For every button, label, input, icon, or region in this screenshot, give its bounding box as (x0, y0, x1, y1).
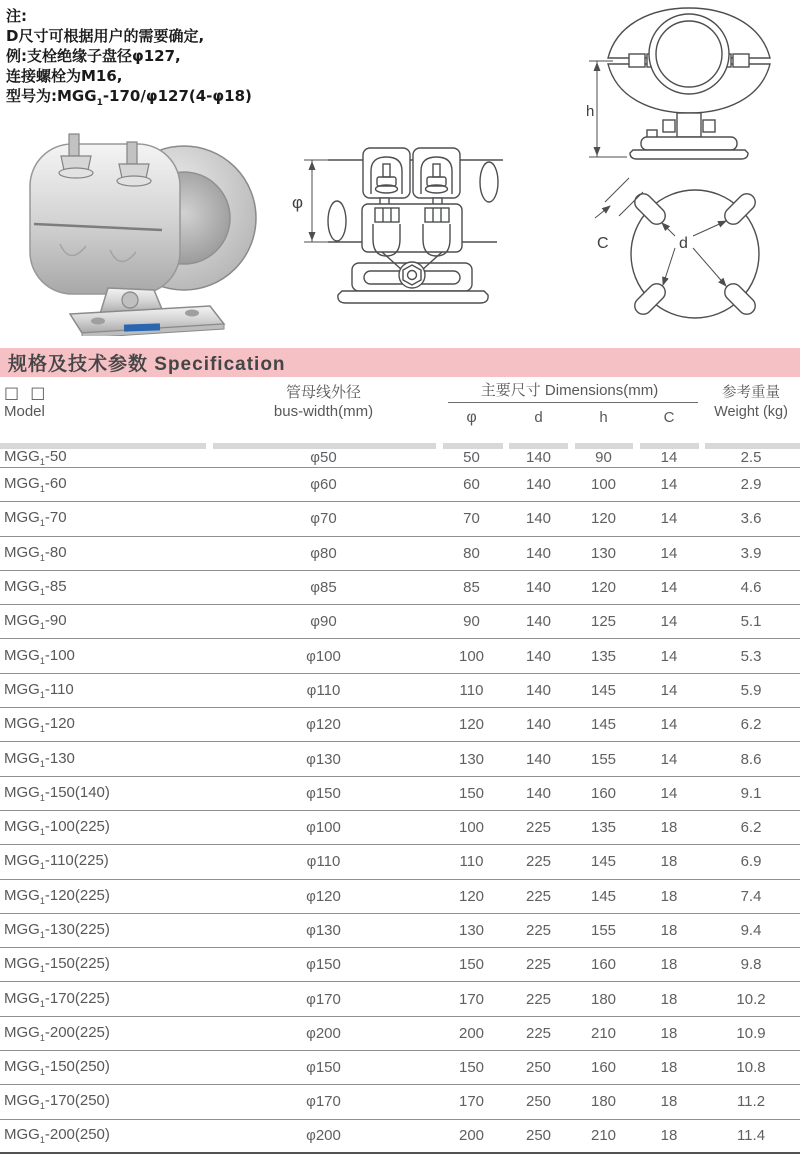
table-row (0, 1085, 800, 1119)
table-row (0, 571, 800, 605)
d-cell: 140 (525, 681, 552, 699)
section-title: 规格及技术参数 Specification (8, 354, 286, 375)
d-cell: 140 (525, 579, 552, 597)
c-cell: 14 (660, 579, 678, 597)
h-cell: 180 (590, 1093, 617, 1111)
c-cell: 18 (660, 922, 678, 939)
weight-cell: 9.1 (740, 784, 762, 802)
c-cell: 14 (660, 544, 678, 562)
weight-cell: 6.2 (740, 819, 762, 837)
model-cell: $MGG_1-60$ (4, 475, 67, 495)
bus-width-cell: φ150 (306, 956, 341, 974)
bus-width-cell: φ170 (306, 990, 341, 1008)
table-row (0, 447, 800, 468)
table-row (0, 708, 800, 742)
table-row (0, 948, 800, 982)
weight-cell: 6.9 (740, 853, 762, 871)
h-dim-label: h (586, 103, 595, 120)
h-cell: 160 (590, 1059, 617, 1077)
weight-cell: 11.4 (736, 1127, 766, 1145)
model-cell: $MGG_1-170(250)$ (4, 1092, 110, 1112)
weight-cell: 5.1 (740, 613, 762, 631)
table-row (0, 811, 800, 845)
phi-cell: 200 (458, 1127, 485, 1145)
phi-cell: 70 (463, 510, 480, 528)
h-cell: 135 (590, 819, 617, 837)
header-bus-zh: 管母线外径 (285, 383, 361, 401)
h-cell: 100 (590, 476, 617, 494)
h-cell: 210 (590, 1024, 617, 1042)
d-cell: 225 (525, 990, 552, 1008)
table-row (0, 982, 800, 1016)
model-cell: $MGG_1-90$ (4, 612, 67, 632)
bus-width-cell: φ130 (306, 750, 341, 768)
table-row (0, 914, 800, 948)
dimensions-underline (448, 402, 698, 403)
h-cell: 160 (590, 784, 617, 802)
model-cell: $MGG_1-170(225)$ (4, 989, 110, 1009)
bus-width-cell: φ110 (306, 681, 341, 699)
h-cell: 145 (590, 681, 617, 699)
table-row (0, 777, 800, 811)
header-model-en: Model (4, 403, 45, 420)
d-cell: 225 (525, 922, 552, 939)
weight-cell: 8.6 (740, 750, 762, 768)
weight-cell: 11.2 (736, 1093, 766, 1111)
col-phi: φ (466, 409, 477, 426)
c-cell: 18 (660, 1093, 678, 1111)
end-view-drawing (583, 2, 795, 165)
model-cell: $MGG_1-200(225)$ (4, 1023, 110, 1043)
table-row (0, 880, 800, 914)
clamp-base (70, 306, 224, 336)
weight-cell: 5.9 (740, 681, 762, 699)
h-cell: 180 (590, 990, 617, 1008)
weight-cell: 7.4 (740, 887, 762, 905)
bus-width-cell: φ150 (306, 784, 341, 802)
table-row (0, 845, 800, 879)
model-cell: $MGG_1-50$ (4, 447, 67, 467)
bus-width-cell: φ120 (306, 887, 341, 905)
table-row (0, 639, 800, 673)
model-cell: $MGG_1-120(225)$ (4, 886, 110, 906)
bus-width-cell: φ110 (306, 853, 341, 871)
d-cell: 225 (525, 887, 552, 905)
bus-width-cell: φ90 (310, 613, 337, 631)
h-cell: 155 (590, 750, 617, 768)
section-title-bar (0, 348, 800, 377)
phi-cell: 110 (459, 853, 484, 871)
header-dimensions: 主要尺寸 Dimensions(mm) (480, 382, 659, 399)
phi-cell: 90 (463, 613, 480, 631)
h-cell: 90 (595, 448, 612, 466)
note-line: 注: (6, 7, 27, 25)
c-cell: 18 (660, 853, 678, 871)
bus-width-cell: φ150 (306, 1059, 341, 1077)
phi-cell: 110 (459, 681, 484, 699)
header-weight-en: Weight (kg) (714, 404, 788, 420)
h-cell: 145 (590, 853, 617, 871)
d-cell: 140 (525, 510, 552, 528)
c-cell: 14 (660, 448, 678, 466)
bus-width-cell: φ120 (306, 716, 341, 734)
c-cell: 14 (660, 681, 678, 699)
model-cell: $MGG_1-150(140)$ (4, 783, 110, 803)
note-line: 型号为$:MGG_1-170/\varphi 127(4-\varphi 18)$ (6, 87, 252, 108)
phi-cell: 150 (458, 784, 485, 802)
c-cell: 14 (660, 647, 678, 665)
table-row (0, 468, 800, 502)
c-cell: 18 (660, 956, 678, 974)
d-cell: 225 (525, 853, 552, 871)
product-photo (12, 126, 260, 336)
model-cell: $MGG_1-130(225)$ (4, 921, 110, 940)
phi-cell: 150 (458, 1059, 485, 1077)
d-cell: 225 (525, 956, 552, 974)
phi-cell: 120 (458, 887, 485, 905)
bus-width-cell: φ60 (310, 476, 337, 494)
model-cell: $MGG_1-150(225)$ (4, 955, 110, 975)
d-cell: 225 (525, 1024, 552, 1042)
header-model-zh: □ □ (4, 383, 49, 402)
h-cell: 155 (590, 922, 617, 939)
weight-cell: 2.9 (740, 476, 762, 494)
table-row (0, 674, 800, 708)
note-line: 例:支栓绝缘子盘径φ127, (6, 47, 181, 65)
h-cell: 125 (590, 613, 617, 631)
d-cell: 140 (525, 784, 552, 802)
h-cell: 120 (590, 579, 617, 597)
bus-width-cell: φ170 (306, 1093, 341, 1111)
phi-cell: 170 (458, 1093, 485, 1111)
phi-cell: 130 (458, 750, 485, 768)
phi-cell: 60 (463, 476, 480, 494)
phi-cell: 100 (458, 647, 485, 665)
model-cell: $MGG_1-85$ (4, 578, 67, 598)
d-cell: 140 (525, 448, 552, 466)
spec-table-body (0, 447, 800, 1154)
c-cell: 18 (660, 1127, 678, 1145)
phi-cell: 50 (463, 448, 480, 466)
brand-label (124, 323, 160, 331)
bus-width-cell: φ50 (310, 448, 337, 466)
model-cell: $MGG_1-70$ (4, 509, 67, 529)
h-cell: 120 (590, 510, 617, 528)
col-c: C (663, 409, 675, 426)
c-dim-label: C (597, 235, 609, 252)
model-cell: $MGG_1-130$ (4, 749, 75, 769)
model-cell: $MGG_1-80$ (4, 543, 67, 563)
table-row (0, 742, 800, 776)
note-line: 连接螺栓为M16, (6, 67, 123, 85)
d-cell: 250 (525, 1093, 552, 1111)
weight-cell: 4.6 (740, 579, 762, 597)
phi-dim-label: φ (292, 193, 304, 212)
weight-cell: 2.5 (740, 448, 762, 466)
d-cell: 140 (525, 476, 552, 494)
weight-cell: 9.4 (740, 922, 762, 939)
header-model (4, 383, 48, 421)
d-cell: 140 (525, 750, 552, 768)
c-cell: 18 (660, 1059, 678, 1077)
table-row (0, 502, 800, 536)
c-cell: 18 (660, 887, 678, 905)
bus-width-cell: φ85 (310, 579, 337, 597)
d-cell: 250 (525, 1127, 552, 1145)
front-view-drawing (276, 144, 550, 312)
weight-cell: 10.2 (736, 990, 766, 1008)
d-cell: 225 (525, 819, 552, 837)
weight-cell: 6.2 (740, 716, 762, 734)
weight-cell: 3.9 (740, 544, 762, 562)
header-bus-width (210, 383, 437, 421)
table-row (0, 1017, 800, 1051)
c-cell: 14 (660, 716, 678, 734)
phi-cell: 85 (463, 579, 480, 597)
model-cell: $MGG_1-110$ (4, 680, 74, 700)
bus-width-cell: φ200 (306, 1024, 341, 1042)
c-cell: 18 (660, 1024, 678, 1042)
phi-cell: 150 (458, 956, 485, 974)
phi-cell: 170 (458, 990, 485, 1008)
c-cell: 18 (660, 990, 678, 1008)
table-row (0, 1051, 800, 1085)
bus-width-cell: φ80 (310, 544, 337, 562)
weight-cell: 10.8 (736, 1059, 766, 1077)
c-cell: 14 (660, 784, 678, 802)
model-cell: $MGG_1-110(225)$ (4, 852, 109, 872)
d-cell: 140 (525, 544, 552, 562)
bus-width-cell: φ200 (306, 1127, 341, 1145)
h-cell: 145 (590, 716, 617, 734)
phi-cell: 100 (458, 819, 485, 837)
dimension-subcolumns (437, 405, 702, 431)
bus-width-cell: φ100 (306, 819, 341, 837)
h-cell: 135 (590, 647, 617, 665)
bus-width-cell: φ70 (310, 510, 337, 528)
table-row (0, 605, 800, 639)
header-weight-zh: 参考重量 (722, 385, 780, 401)
col-h: h (599, 409, 608, 426)
c-cell: 14 (660, 613, 678, 631)
bus-width-cell: φ130 (306, 922, 341, 939)
weight-cell: 3.6 (740, 510, 762, 528)
phi-cell: 200 (458, 1024, 485, 1042)
weight-cell: 9.8 (740, 956, 762, 974)
c-cell: 18 (660, 819, 678, 837)
model-cell: $MGG_1-200(250)$ (4, 1126, 110, 1146)
d-cell: 140 (525, 613, 552, 631)
weight-cell: 5.3 (740, 647, 762, 665)
note-line: D尺寸可根据用户的需要确定, (6, 27, 205, 45)
bottom-view-drawing (583, 170, 795, 336)
table-row (0, 1120, 800, 1154)
phi-cell: 80 (463, 544, 480, 562)
d-dim-label: d (679, 235, 688, 252)
d-cell: 140 (525, 716, 552, 734)
d-cell: 140 (525, 647, 552, 665)
model-cell: $MGG_1-120$ (4, 715, 75, 735)
c-cell: 14 (660, 750, 678, 768)
phi-cell: 120 (458, 716, 485, 734)
model-cell: $MGG_1-100$ (4, 646, 75, 666)
d-cell: 250 (525, 1059, 552, 1077)
phi-cell: 130 (458, 922, 485, 939)
model-cell: $MGG_1-100(225)$ (4, 818, 110, 838)
h-cell: 130 (590, 544, 617, 562)
h-cell: 160 (590, 956, 617, 974)
c-cell: 14 (660, 476, 678, 494)
table-row (0, 537, 800, 571)
header-bus-en: bus-width(mm) (273, 403, 374, 420)
weight-cell: 10.9 (736, 1024, 766, 1042)
notes-block (6, 6, 252, 113)
bus-width-cell: φ100 (306, 647, 341, 665)
header-weight (702, 384, 800, 422)
col-d: d (534, 409, 543, 426)
h-cell: 210 (590, 1127, 617, 1145)
model-cell: $MGG_1-150(250)$ (4, 1058, 110, 1078)
h-cell: 145 (590, 887, 617, 905)
c-cell: 14 (660, 510, 678, 528)
